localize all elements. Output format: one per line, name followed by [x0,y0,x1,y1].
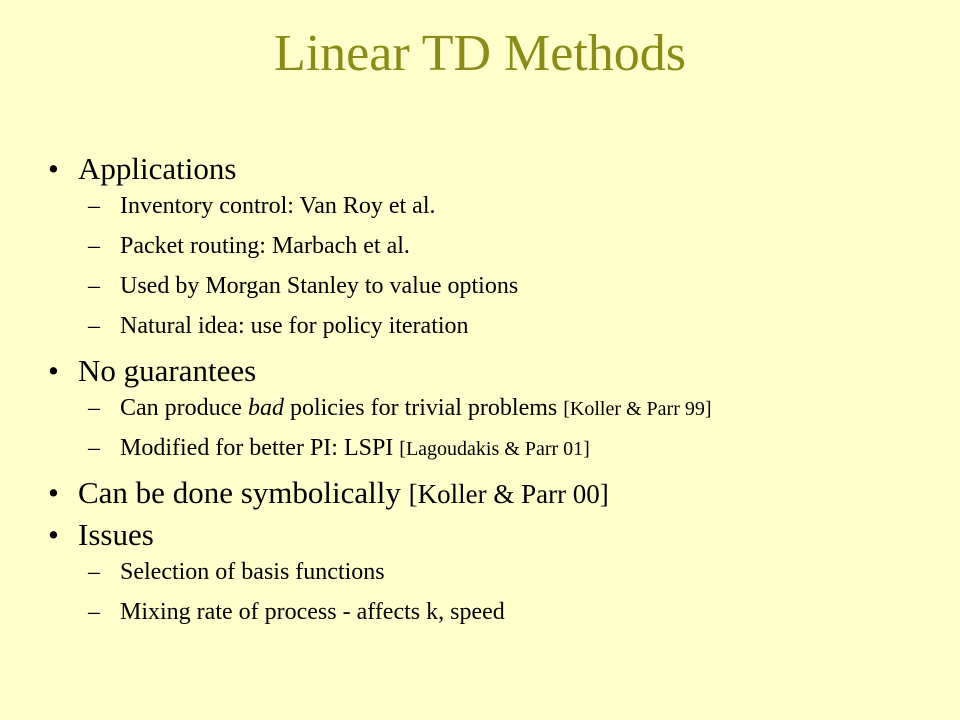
bullet-label: Issues [78,517,154,552]
sub-item-text: Can produce [120,395,248,421]
sub-item [48,558,938,598]
bullet-icon: • [48,475,59,510]
sub-item [48,598,938,638]
bullet-icon: • [48,151,59,186]
citation: [Lagoudakis & Parr 01] [399,438,590,460]
bullet-label: Can be done symbolically [78,475,409,510]
bullet-label: Applications [78,151,237,186]
dash-icon: – [88,193,100,219]
slide-body [48,150,938,638]
sub-item [48,434,938,474]
dash-icon: – [88,273,100,299]
sub-item-text: Used by Morgan Stanley to value options [120,273,519,299]
sub-item [48,394,938,434]
bullet-applications [48,150,938,192]
bullet-icon: • [48,517,59,552]
sub-item-text: policies for trivial problems [283,395,564,421]
dash-icon: – [88,435,100,461]
sub-item [48,312,938,352]
dash-icon: – [88,313,100,339]
sub-item-text: Natural idea: use for policy iteration [120,313,469,339]
dash-icon: – [88,559,100,585]
sub-item [48,232,938,272]
bullet-icon: • [48,353,59,388]
sub-item-text: Packet routing: Marbach et al. [120,233,410,259]
sub-item-emphasis: bad [247,395,284,421]
sub-item-text: Selection of basis functions [120,559,385,585]
dash-icon: – [88,599,100,625]
bullet-issues [48,516,938,558]
bullet-label: No guarantees [78,353,257,388]
sub-item-text: Mixing rate of process - affects k, speed [120,599,505,625]
slide-title: Linear TD Methods [273,25,687,82]
citation: [Koller & Parr 99] [563,398,712,420]
bullet-no-guarantees [48,352,938,394]
sub-item-text: Inventory control: Van Roy et al. [120,193,436,219]
citation: [Koller & Parr 00] [408,479,609,509]
bullet-symbolic [48,474,938,516]
sub-item [48,192,938,232]
sub-item [48,272,938,312]
sub-item-text: Modified for better PI: LSPI [120,435,400,461]
dash-icon: – [88,395,100,421]
dash-icon: – [88,233,100,259]
